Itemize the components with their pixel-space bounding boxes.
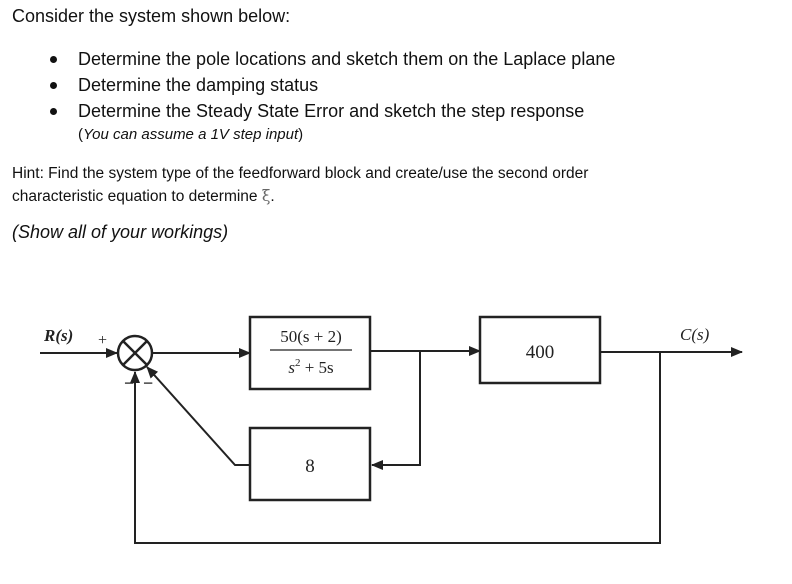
gain-value: 400 — [525, 342, 555, 363]
feedback-to-junction-path — [147, 367, 250, 465]
hint-text — [12, 162, 772, 208]
hint-line-2: characteristic equation to determine ξ. — [12, 187, 275, 205]
block-diagram — [0, 280, 792, 580]
task-item-damping: Determine the damping status — [48, 72, 615, 98]
minus-sign-outer: − — [124, 373, 135, 393]
forward-denominator: $s^2 + 5s$ — [288, 357, 334, 377]
plus-sign: + — [98, 332, 108, 349]
forward-numerator: 50(s + 2) — [280, 327, 342, 346]
minus-sign-inner: − — [143, 373, 154, 393]
summing-junction — [118, 336, 152, 370]
task-item-poles: Determine the pole locations and sketch them on the Laplace plane — [48, 46, 615, 72]
show-workings-note: (Show all of your workings) — [12, 222, 229, 242]
task-item-steady-state: Determine the Steady State Error and sketch the step response — [48, 98, 615, 124]
output-label: C(s) — [680, 325, 710, 344]
task-list — [48, 46, 615, 124]
step-input-note: (You can assume a 1V step input) — [78, 126, 304, 143]
step-input-note-text: You can assume a 1V step input — [83, 126, 299, 143]
feedback-value: 8 — [305, 456, 315, 477]
hint-line-1: Hint: Find the system type of the feedforward block and create/use the second order — [12, 165, 589, 182]
inner-feedback-path — [372, 351, 420, 465]
zeta-symbol: ξ — [261, 187, 271, 205]
problem-intro: Consider the system shown below: — [12, 6, 291, 26]
input-label: R(s) — [44, 326, 74, 345]
